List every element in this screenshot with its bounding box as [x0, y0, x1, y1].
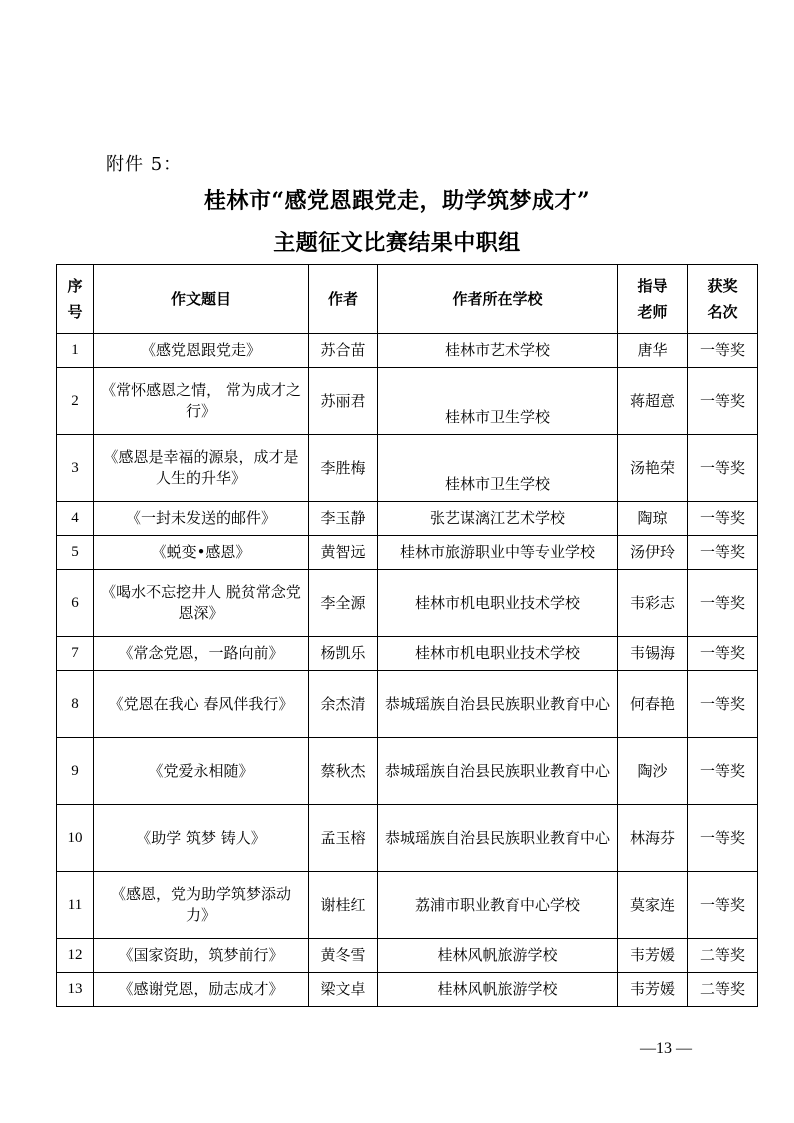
award-rank: 一等奖 — [688, 671, 758, 738]
teacher-name: 陶琼 — [618, 502, 688, 536]
author-name: 李全源 — [309, 570, 378, 637]
row-number: 1 — [57, 334, 94, 368]
header-author: 作者 — [309, 265, 378, 334]
school-name: 桂林风帆旅游学校 — [378, 973, 618, 1007]
award-rank: 一等奖 — [688, 435, 758, 502]
author-name: 苏丽君 — [309, 368, 378, 435]
author-name: 黄智远 — [309, 536, 378, 570]
teacher-name: 陶沙 — [618, 738, 688, 805]
row-number: 7 — [57, 637, 94, 671]
row-number: 11 — [57, 872, 94, 939]
row-number: 9 — [57, 738, 94, 805]
table-row — [57, 536, 758, 570]
author-name: 谢桂红 — [309, 872, 378, 939]
table-row — [57, 939, 758, 973]
author-name: 李玉静 — [309, 502, 378, 536]
table-header-row — [57, 265, 758, 334]
header-title: 作文题目 — [94, 265, 309, 334]
school-name: 桂林市卫生学校 — [378, 368, 618, 435]
header-seq: 序 号 — [57, 265, 94, 334]
row-number: 5 — [57, 536, 94, 570]
results-table — [56, 264, 758, 1007]
teacher-name: 韦彩志 — [618, 570, 688, 637]
author-name: 余杰清 — [309, 671, 378, 738]
teacher-name: 何春艳 — [618, 671, 688, 738]
document-title-line-2: 主题征文比赛结果中职组 — [273, 230, 521, 256]
award-rank: 一等奖 — [688, 536, 758, 570]
essay-title: 《感恩是幸福的源泉，成才是人生的升华》 — [94, 435, 309, 502]
school-name: 恭城瑶族自治县民族职业教育中心 — [378, 738, 618, 805]
school-name: 桂林市机电职业技术学校 — [378, 570, 618, 637]
row-number: 10 — [57, 805, 94, 872]
school-name: 恭城瑶族自治县民族职业教育中心 — [378, 671, 618, 738]
table-row — [57, 973, 758, 1007]
school-name: 桂林市艺术学校 — [378, 334, 618, 368]
essay-title: 《一封未发送的邮件》 — [94, 502, 309, 536]
essay-title: 《蜕变•感恩》 — [94, 536, 309, 570]
row-number: 6 — [57, 570, 94, 637]
award-rank: 一等奖 — [688, 502, 758, 536]
page-number: —13 — — [640, 1040, 692, 1057]
teacher-name: 汤艳荣 — [618, 435, 688, 502]
table-row — [57, 502, 758, 536]
award-rank: 一等奖 — [688, 334, 758, 368]
header-school: 作者所在学校 — [378, 265, 618, 334]
table-row — [57, 435, 758, 502]
row-number: 13 — [57, 973, 94, 1007]
header-teacher: 指导 老师 — [618, 265, 688, 334]
table-row — [57, 872, 758, 939]
school-name: 桂林市旅游职业中等专业学校 — [378, 536, 618, 570]
teacher-name: 林海芬 — [618, 805, 688, 872]
teacher-name: 蒋超意 — [618, 368, 688, 435]
header-award: 获奖 名次 — [688, 265, 758, 334]
teacher-name: 韦芳媛 — [618, 939, 688, 973]
author-name: 孟玉榕 — [309, 805, 378, 872]
essay-title: 《感谢党恩，励志成才》 — [94, 973, 309, 1007]
author-name: 梁文卓 — [309, 973, 378, 1007]
award-rank: 一等奖 — [688, 570, 758, 637]
table-row — [57, 805, 758, 872]
table-row — [57, 368, 758, 435]
award-rank: 一等奖 — [688, 738, 758, 805]
essay-title: 《感党恩跟党走》 — [94, 334, 309, 368]
table-row — [57, 570, 758, 637]
author-name: 蔡秋杰 — [309, 738, 378, 805]
school-name: 桂林市卫生学校 — [378, 435, 618, 502]
attachment-label: 附件 5： — [106, 154, 183, 175]
row-number: 12 — [57, 939, 94, 973]
teacher-name: 汤伊玲 — [618, 536, 688, 570]
teacher-name: 韦锡海 — [618, 637, 688, 671]
award-rank: 一等奖 — [688, 872, 758, 939]
school-name: 桂林风帆旅游学校 — [378, 939, 618, 973]
table-row — [57, 671, 758, 738]
school-name: 张艺谋漓江艺术学校 — [378, 502, 618, 536]
school-name: 荔浦市职业教育中心学校 — [378, 872, 618, 939]
award-rank: 二等奖 — [688, 939, 758, 973]
award-rank: 二等奖 — [688, 973, 758, 1007]
essay-title: 《助学 筑梦 铸人》 — [94, 805, 309, 872]
award-rank: 一等奖 — [688, 368, 758, 435]
author-name: 黄冬雪 — [309, 939, 378, 973]
award-rank: 一等奖 — [688, 805, 758, 872]
row-number: 3 — [57, 435, 94, 502]
essay-title: 《常怀感恩之情， 常为成才之行》 — [94, 368, 309, 435]
author-name: 李胜梅 — [309, 435, 378, 502]
essay-title: 《感恩，党为助学筑梦添动力》 — [94, 872, 309, 939]
row-number: 8 — [57, 671, 94, 738]
essay-title: 《喝水不忘挖井人 脱贫常念党恩深》 — [94, 570, 309, 637]
author-name: 杨凯乐 — [309, 637, 378, 671]
school-name: 桂林市机电职业技术学校 — [378, 637, 618, 671]
table-row — [57, 334, 758, 368]
essay-title: 《党爱永相随》 — [94, 738, 309, 805]
essay-title: 《国家资助，筑梦前行》 — [94, 939, 309, 973]
author-name: 苏合苗 — [309, 334, 378, 368]
teacher-name: 莫家连 — [618, 872, 688, 939]
essay-title: 《党恩在我心 春风伴我行》 — [94, 671, 309, 738]
row-number: 4 — [57, 502, 94, 536]
award-rank: 一等奖 — [688, 637, 758, 671]
table-row — [57, 738, 758, 805]
school-name: 恭城瑶族自治县民族职业教育中心 — [378, 805, 618, 872]
row-number: 2 — [57, 368, 94, 435]
document-title-line-1: 桂林市“感党恩跟党走，助学筑梦成才” — [203, 188, 591, 214]
essay-title: 《常念党恩，一路向前》 — [94, 637, 309, 671]
teacher-name: 韦芳媛 — [618, 973, 688, 1007]
teacher-name: 唐华 — [618, 334, 688, 368]
table-row — [57, 637, 758, 671]
